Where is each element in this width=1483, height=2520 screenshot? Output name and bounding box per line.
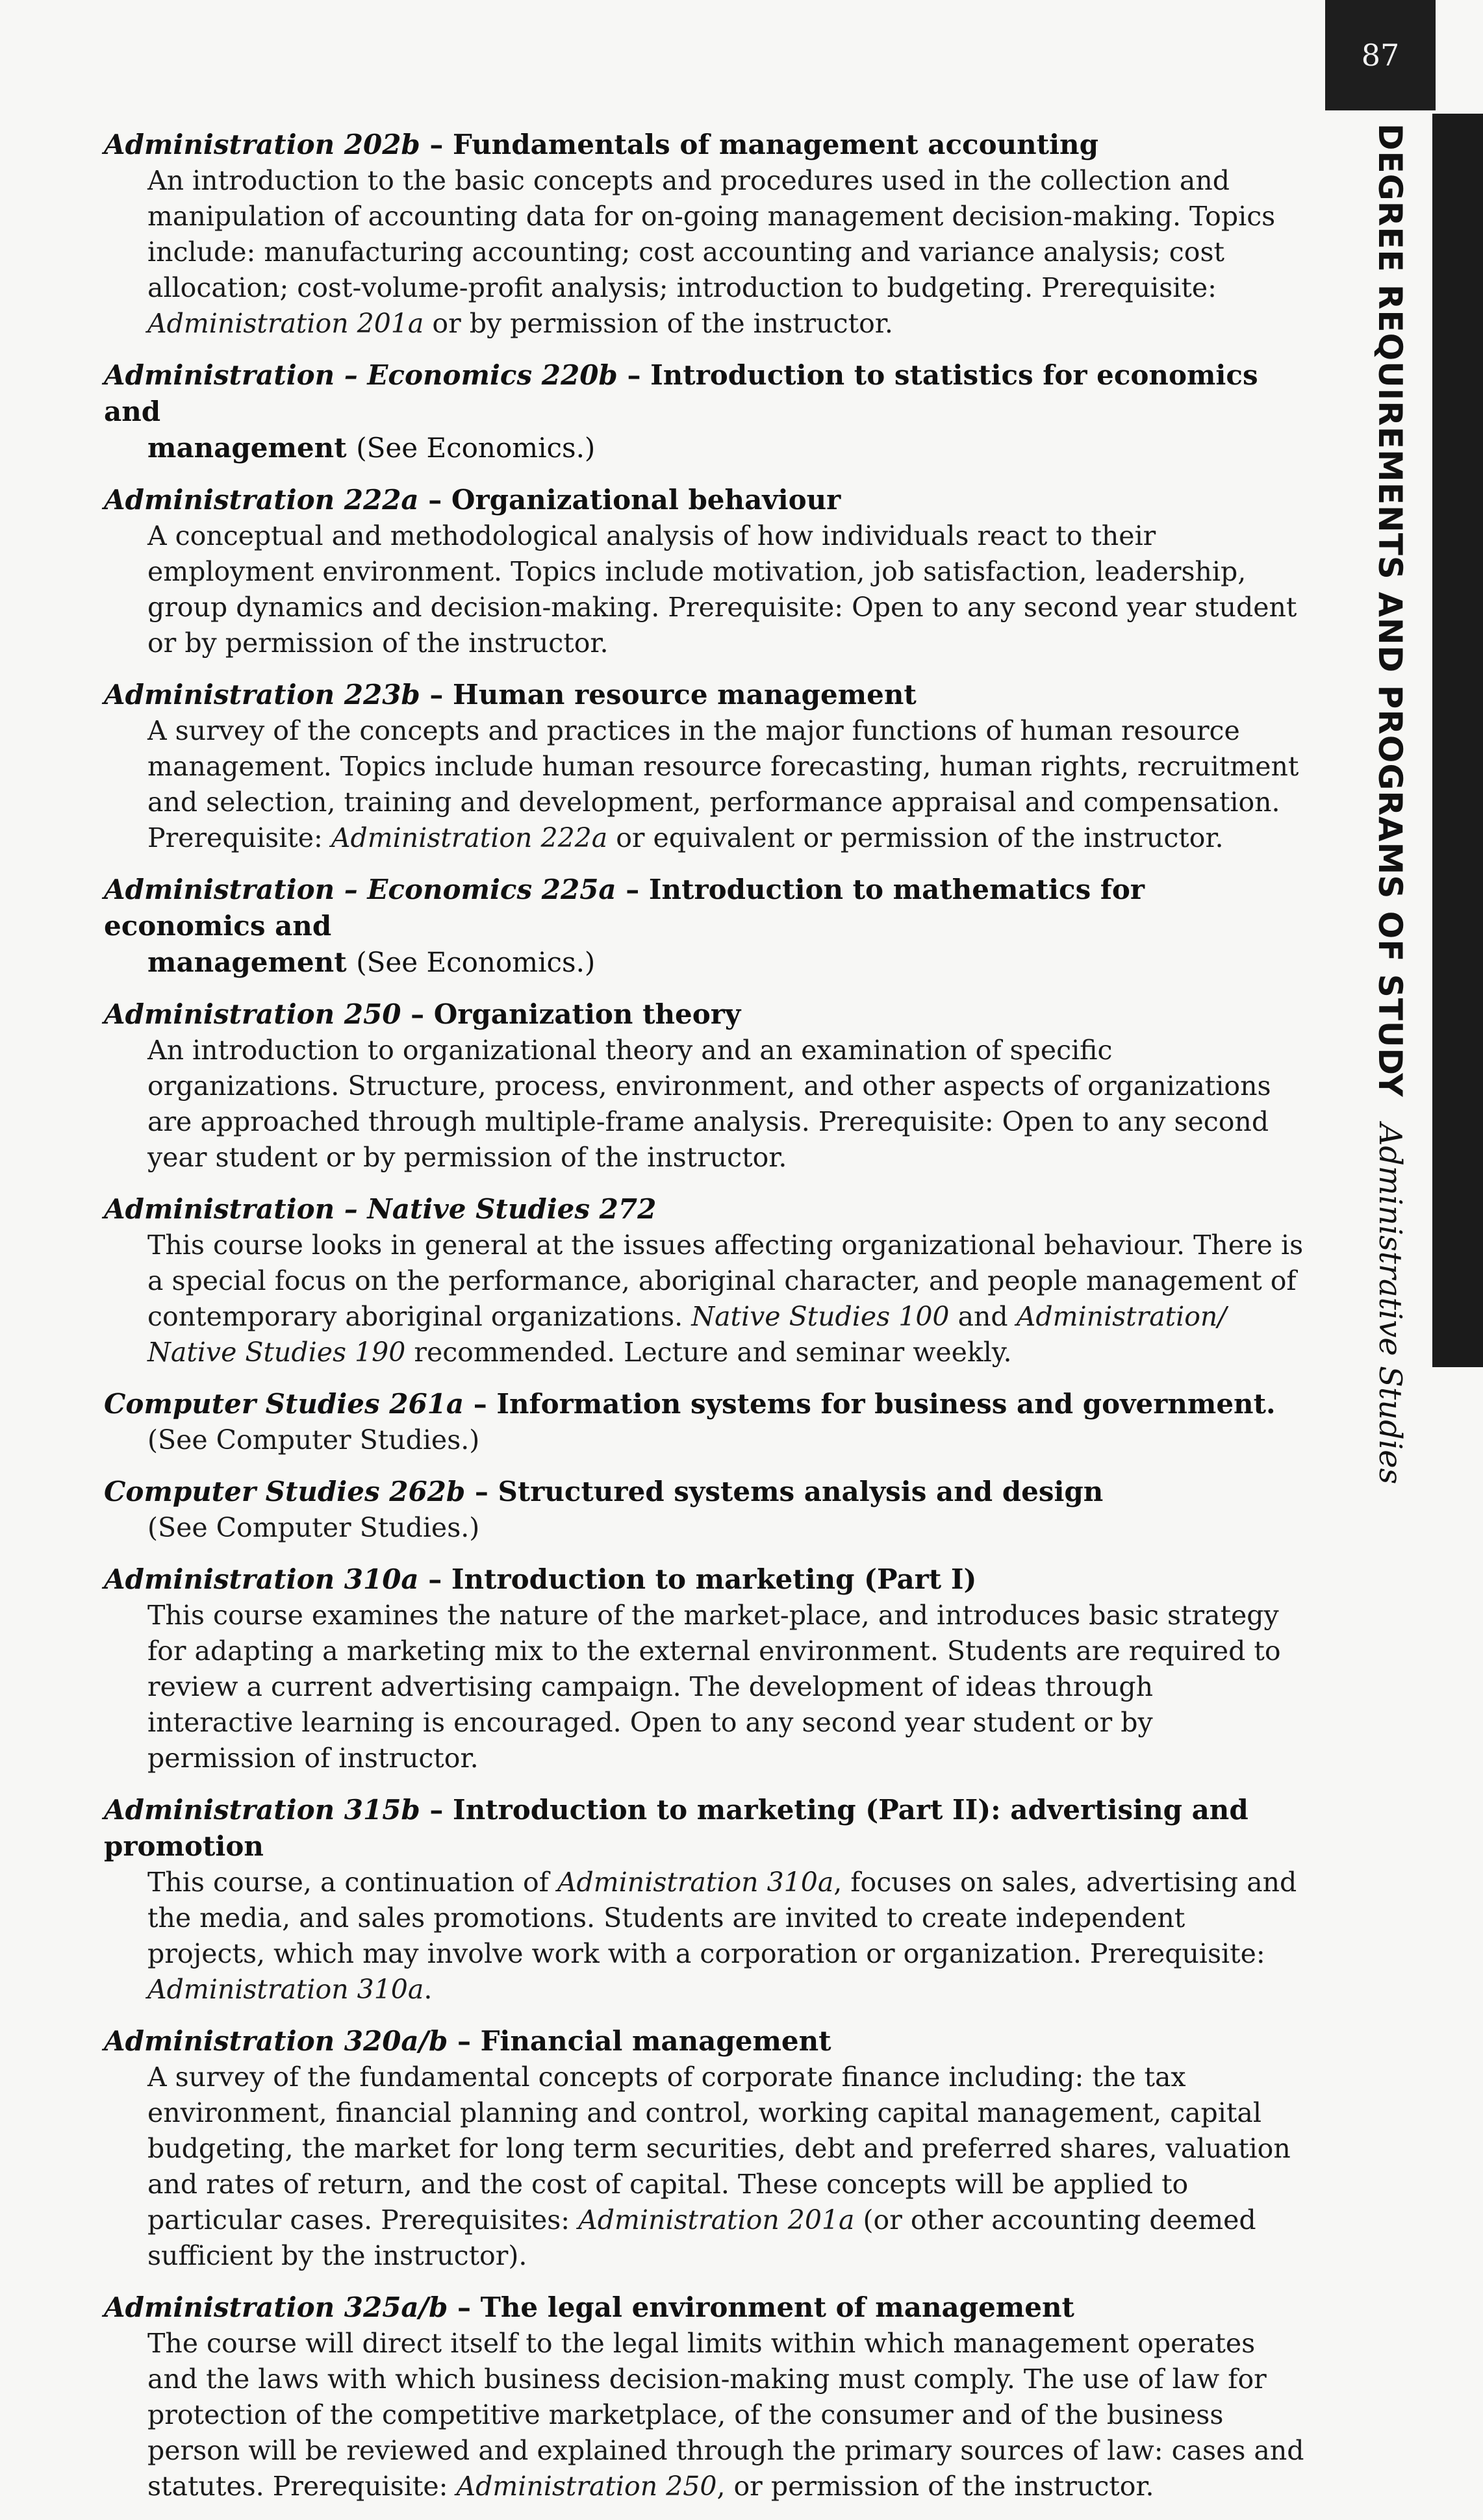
course-description: A conceptual and methodological analysis of how individuals react to their employment environment. Topics include motivation, job satisfaction, leadership, group dynamics and decision-making. Prerequisite: Open to any second year student or by permission of the instructor.	[147, 520, 1297, 659]
course-description: This course looks in general at the issues affecting organizational behaviour. There is a special focus on the performance, aboriginal character, and people management of contemporary aboriginal organizations. Native Studies 100 and Administration/ Native Studies 190 recommended. Lecture and seminar weekly.	[147, 1229, 1304, 1368]
course-description: An introduction to organizational theory and an examination of specific organizations. Structure, process, environment, and other aspects of organizations are approached through multiple-frame analysis. Prerequisite: Open to any second year student or by permission of the instructor.	[147, 1035, 1271, 1173]
course-description: This course examines the nature of the market-place, and introduces basic strategy for adapting a marketing mix to the external environment. Students are required to review a current advertising campaign. The development of ideas through interactive learning is encouraged. Open to any second year student or by permission of instructor.	[147, 1600, 1281, 1774]
course-code: Administration 315b	[104, 1794, 420, 1826]
course-listing	[104, 127, 1306, 2520]
course-title: Administration 222a – Organizational behaviour	[104, 484, 841, 516]
course-name: Introduction to marketing (Part I)	[451, 1563, 977, 1595]
course-entry	[104, 482, 1306, 661]
see-reference: (See Computer Studies.)	[147, 1512, 480, 1543]
course-description: The course will direct itself to the legal limits within which management operates and the laws with which business decision-making must comply. The use of law for protection of the competitive marketplace, of the consumer and of the business person will be reviewed and explained through the primary sources of law: cases and statutes. Prerequisite: Administration 250, or permission of the instructor.	[147, 2328, 1304, 2502]
course-name: Structured systems analysis and design	[498, 1476, 1104, 1507]
course-title: Administration – Economics 225a – Introduction to mathematics for economics and management (See Economics.)	[104, 874, 1145, 978]
course-description: A survey of the fundamental concepts of corporate finance including: the tax environment, financial planning and control, working capital management, capital budgeting, the market for long term securities, debt and preferred shares, valuation and rates of return, and the cost of capital. These concepts will be applied to particular cases. Prerequisites: Administration 201a (or other accounting deemed sufficient by the instructor).	[147, 2061, 1291, 2271]
course-name: Information systems for business and government.	[496, 1388, 1276, 1420]
prerequisite-ref: Administration 201a	[578, 2204, 855, 2236]
subject-heading: Administrative Studies	[1372, 1123, 1408, 1485]
course-entry	[104, 1386, 1306, 1458]
page-number	[1325, 0, 1436, 110]
recommended-course-ref: Native Studies 100	[691, 1301, 950, 1332]
course-name: Introduction to statistics for economics and	[104, 359, 1258, 427]
course-entry	[104, 1792, 1306, 2008]
course-entry	[104, 2023, 1306, 2274]
course-name: Introduction to mathematics for economics and	[104, 874, 1145, 942]
prerequisite-ref: Administration 201a	[147, 308, 424, 339]
course-name: Introduction to marketing (Part II): advertising and promotion	[104, 1794, 1249, 1862]
course-entry	[104, 996, 1306, 1176]
course-entry	[104, 357, 1306, 466]
course-code: Computer Studies 262b	[104, 1476, 466, 1507]
course-name: The legal environment of management	[480, 2291, 1074, 2323]
course-name: Human resource management	[453, 679, 917, 711]
prerequisite-ref: Administration 222a	[331, 822, 608, 853]
prerequisite-ref: Administration 310a	[147, 1974, 424, 2005]
course-entry	[104, 1474, 1306, 1546]
course-code: Administration 223b	[104, 679, 420, 711]
side-running-heading	[1361, 123, 1419, 1485]
course-name: Fundamentals of management accounting	[453, 129, 1098, 160]
course-entry	[104, 2289, 1306, 2504]
course-entry	[104, 127, 1306, 342]
course-title: Administration 223b – Human resource management	[104, 679, 917, 711]
prerequisite-ref: Administration 250	[456, 2471, 717, 2502]
course-title: Administration – Economics 220b – Introduction to statistics for economics and management (See Economics.)	[104, 359, 1258, 464]
course-description: A survey of the concepts and practices in the major functions of human resource management. Topics include human resource forecasting, human rights, recruitment and selection, training and development, performance appraisal and compensation. Prerequisite: Administration 222a or equivalent or permission of the instructor.	[147, 715, 1299, 853]
course-title: Administration 320a/b – Financial management	[104, 2025, 831, 2057]
course-code: Administration – Native Studies 272	[104, 1193, 657, 1225]
course-name-continued: management	[147, 946, 347, 978]
thumb-index-bar	[1432, 114, 1483, 1367]
course-code: Administration 325a/b	[104, 2291, 448, 2323]
course-code: Administration 202b	[104, 129, 420, 160]
course-entry	[104, 1561, 1306, 1776]
course-entry	[104, 677, 1306, 856]
page-number-text: 87	[1361, 38, 1400, 73]
course-code: Administration 250	[104, 998, 401, 1030]
recommended-course-ref: Administration/ Native Studies 190	[147, 1301, 1227, 1368]
course-entry	[104, 1191, 1306, 1370]
course-code: Administration 310a	[104, 1563, 419, 1595]
course-name: Financial management	[480, 2025, 831, 2057]
course-code: Administration – Economics 225a	[104, 874, 616, 905]
course-title	[104, 1191, 1306, 1228]
course-entry	[104, 872, 1306, 981]
course-code: Administration 320a/b	[104, 2025, 448, 2057]
course-title: Administration 325a/b – The legal environment of management	[104, 2291, 1074, 2323]
course-ref: Administration 310a	[557, 1867, 834, 1898]
see-reference: (See Economics.)	[356, 432, 596, 464]
course-description: An introduction to the basic concepts and procedures used in the collection and manipulation of accounting data for on-going management decision-making. Topics include: manufacturing accounting; cost accounting and variance analysis; cost allocation; cost-volume-profit analysis; introduction to budgeting. Prerequisite: Administration 201a or by permission of the instructor.	[147, 165, 1276, 339]
section-heading: DEGREE REQUIREMENTS AND PROGRAMS OF STUDY	[1371, 123, 1409, 1098]
course-title: Administration 310a – Introduction to marketing (Part I)	[104, 1563, 977, 1595]
course-title: Administration 250 – Organization theory	[104, 998, 741, 1030]
course-name: Organizational behaviour	[451, 484, 841, 516]
course-description: This course, a continuation of Administration 310a, focuses on sales, advertising and the media, and sales promotions. Students are invited to create independent projects, which may involve work with a corporation or organization. Prerequisite: Administration 310a.	[147, 1867, 1297, 2005]
see-reference: (See Computer Studies.)	[147, 1424, 480, 1455]
course-title: Computer Studies 261a – Information systems for business and government.	[104, 1388, 1276, 1420]
course-title: Administration 202b – Fundamentals of management accounting	[104, 129, 1098, 160]
course-title: Administration 315b – Introduction to marketing (Part II): advertising and promotion	[104, 1794, 1249, 1862]
course-name: Organization theory	[433, 998, 741, 1030]
course-name-continued: management	[147, 432, 347, 464]
course-code: Administration – Economics 220b	[104, 359, 618, 391]
see-reference: (See Economics.)	[356, 946, 596, 978]
course-code: Computer Studies 261a	[104, 1388, 464, 1420]
course-title: Computer Studies 262b – Structured systems analysis and design	[104, 1476, 1104, 1507]
course-code: Administration 222a	[104, 484, 419, 516]
